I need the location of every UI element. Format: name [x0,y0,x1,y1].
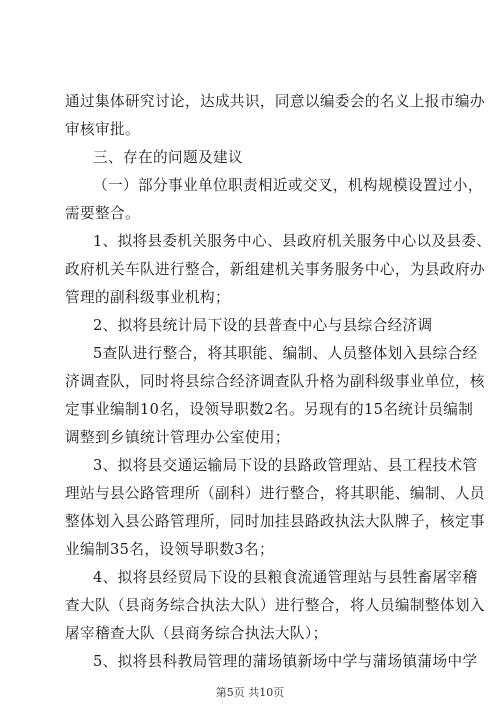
text-line: 4、拟将县经贸局下设的县粮食流通管理站与县牲畜屠宰稽 [93,569,478,586]
text-line: 3、拟将县交通运输局下设的县路政管理站、县工程技术管 [93,457,478,474]
text-line: 需要整合。 [65,205,140,222]
text-line: 调整到乡镇统计管理办公室使用； [65,429,290,446]
text-line: 屠宰稽查大队（县商务综合执法大队）； [65,625,328,642]
text-line: 业编制35名，设领导职数3名； [65,541,274,558]
text-line: 通过集体研究讨论，达成共识，同意以编委会的名义上报市编办 [65,93,485,110]
text-line: 定事业编制10名，设领导职数2名。另现有的15名统计员编制 [65,401,474,418]
text-line: 5查队进行整合，将其职能、编制、人员整体划入县综合经 [93,345,478,362]
text-line: 整体划入县公路管理所，同时加挂县路政执法大队牌子，核定事 [65,513,485,530]
text-line: 管理的副科级事业机构； [65,289,230,306]
text-line: 理站与县公路管理所（副科）进行整合，将其职能、编制、人员 [65,485,485,502]
text-line: 2、拟将县统计局下设的县普查中心与县综合经济调 [93,317,433,334]
text-line: 济调查队，同时将县综合经济调查队升格为副科级事业单位，核 [65,373,485,390]
text-line: （一）部分事业单位职责相近或交叉，机构规模设置过小， [93,177,483,194]
text-line: 政府机关车队进行整合，新组建机关事务服务中心，为县政府办 [65,261,485,278]
section-heading: 三、存在的问题及建议 [93,149,243,166]
text-line: 1、拟将县委机关服务中心、县政府机关服务中心以及县委、 [93,233,492,250]
text-line: 5、拟将县科教局管理的蒲场镇新场中学与蒲场镇蒲场中学 [93,653,478,670]
page-footer: 第5页 共10页 [215,686,285,699]
text-line: 审核审批。 [65,121,140,138]
text-line: 查大队（县商务综合执法大队）进行整合，将人员编制整体划入 [65,597,485,614]
